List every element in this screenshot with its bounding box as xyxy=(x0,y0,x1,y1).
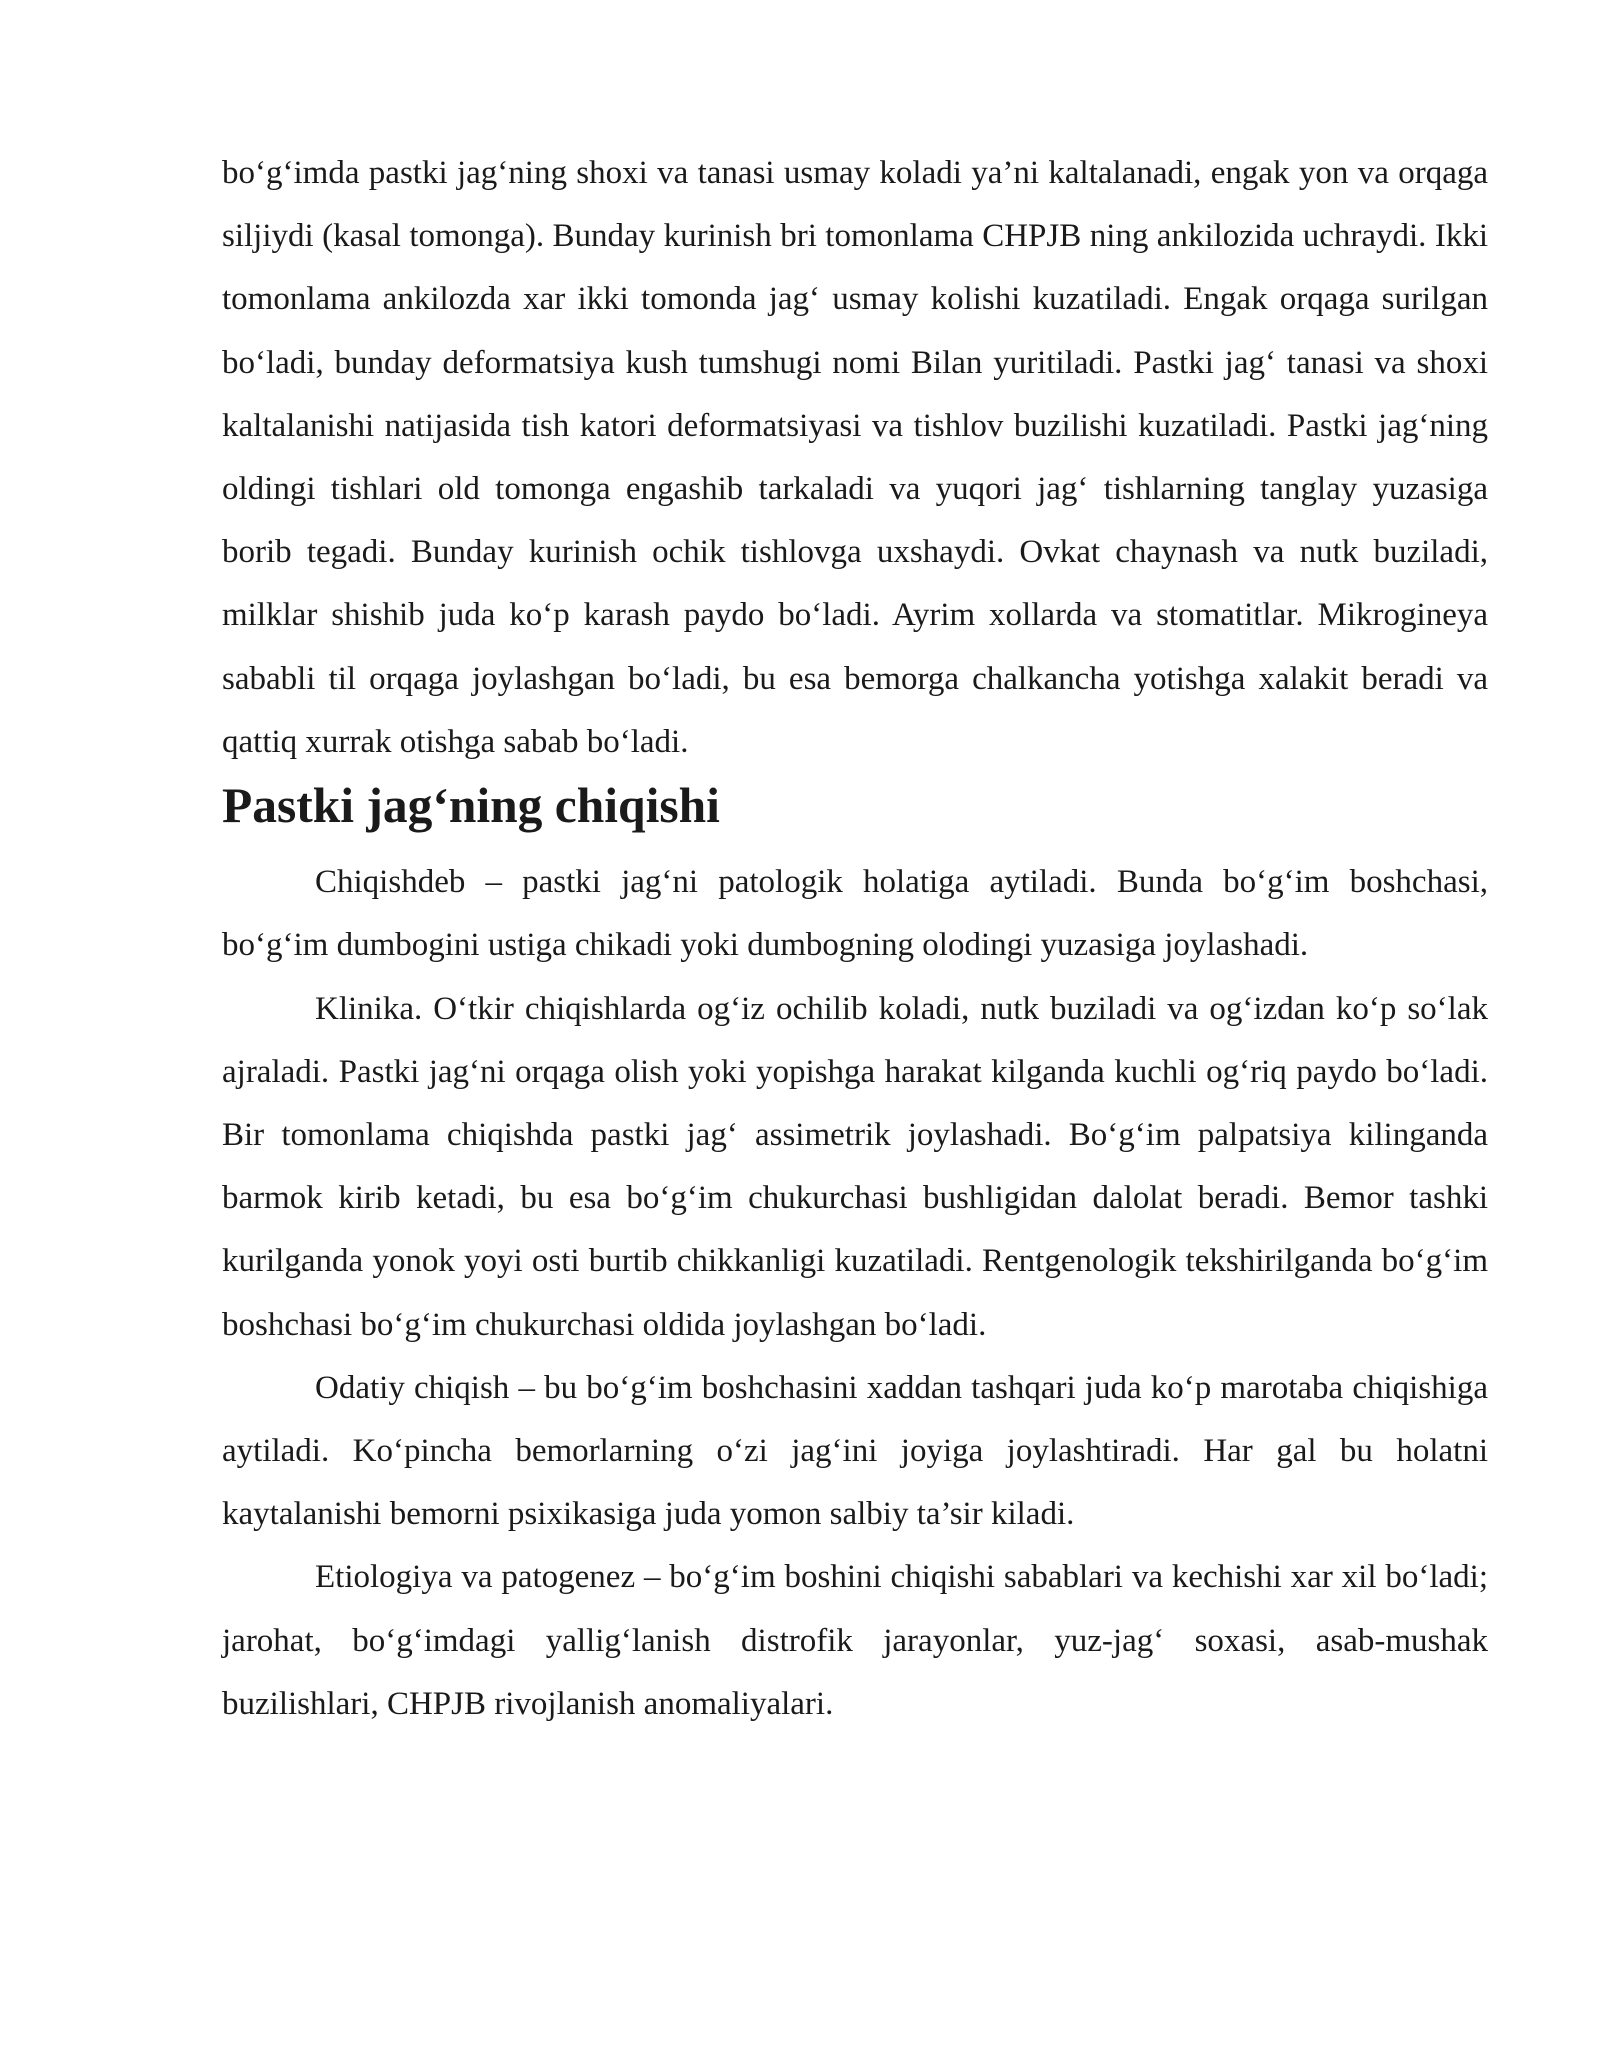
document-page xyxy=(222,142,1488,1736)
body-paragraph-continued: bo‘g‘imda pastki jag‘ning shoxi va tanasi usmay koladi ya’ni kaltalanadi, engak yon va orqaga siljiydi (kasal tomonga). Bunday kurinish bri tomonlama CHPJB ning ankilozida uchraydi. Ikki tomonlama ankilozda xar ikki tomonda jag‘ usmay kolishi kuzatiladi. Engak orqaga surilgan bo‘ladi, bunday deformatsiya kush tumshugi nomi Bilan yuritiladi. Pastki jag‘ tanasi va shoxi kaltalanishi natijasida tish katori deformatsiyasi va tishlov buzilishi kuzatiladi. Pastki jag‘ning oldingi tishlari old tomonga engashib tarkaladi va yuqori jag‘ tishlarning tanglay yuzasiga borib tegadi. Bunday kurinish ochik tishlovga uxshaydi. Ovkat chaynash va nutk buziladi, milklar shishib juda ko‘p karash paydo bo‘ladi. Ayrim xollarda va stomatitlar. Mikrogineya sababli til orqaga joylashgan bo‘ladi, bu esa bemorga chalkancha yotishga xalakit beradi va qattiq xurrak otishga sabab bo‘ladi. xyxy=(222,155,1488,760)
body-paragraph-clinic: Klinika. O‘tkir chiqishlarda og‘iz ochilib koladi, nutk buziladi va og‘izdan ko‘p so‘lak ajraladi. Pastki jag‘ni orqaga olish yoki yopishga harakat kilganda kuchli og‘riq paydo bo‘ladi. Bir tomonlama chiqishda pastki jag‘ assimetrik joylashadi. Bo‘g‘im palpatsiya kilinganda barmok kirib ketadi, bu esa bo‘g‘im chukurchasi bushligidan dalolat beradi. Bemor tashki kurilganda yonok yoyi osti burtib chikkanligi kuzatiladi. Rentgenologik tekshirilganda bo‘g‘im boshchasi bo‘g‘im chukurchasi oldida joylashgan bo‘ladi. xyxy=(222,990,1488,1343)
body-paragraph-definition: Chiqishdeb – pastki jag‘ni patologik holatiga aytiladi. Bunda bo‘g‘im boshchasi, bo‘g‘im dumbogini ustiga chikadi yoki dumbogning olodingi yuzasiga joylashadi. xyxy=(222,864,1488,964)
body-paragraph-habitual: Odatiy chiqish – bu bo‘g‘im boshchasini xaddan tashqari juda ko‘p marotaba chiqishiga aytiladi. Ko‘pincha bemorlarning o‘zi jag‘ini joyiga joylashtiradi. Har gal bu holatni kaytalanishi bemorni psixikasiga juda yomon salbiy ta’sir kiladi. xyxy=(222,1369,1488,1533)
heading-spacer xyxy=(222,837,1488,851)
section-heading: Pastki jag‘ning chiqishi xyxy=(222,778,720,834)
body-paragraph-etiology: Etiologiya va patogenez – bo‘g‘im boshini chiqishi sabablari va kechishi xar xil bo‘ladi; jarohat, bo‘g‘imdagi yallig‘lanish distrofik jarayonlar, yuz-jag‘ soxasi, asab-mushak buzilishlari, CHPJB rivojlanish anomaliyalari. xyxy=(222,1559,1488,1722)
